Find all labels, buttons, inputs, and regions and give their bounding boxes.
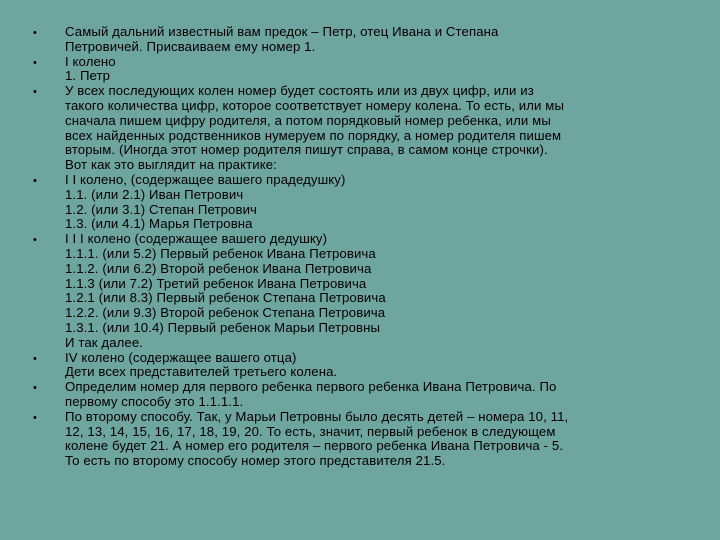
bullet-item-4 [33,173,680,232]
bullet-item-8 [33,410,680,469]
bullet-icon: • [33,234,37,247]
bullet-icon: • [33,382,37,395]
bullet-text [65,84,680,173]
text-line: 1.1.1. (или 5.2) Первый ребенок Ивана Петровича [65,245,376,261]
text-line: первому способу это 1.1.1.1. [65,393,244,409]
text-line: 1.2. (или 3.1) Степан Петрович [65,201,258,217]
text-line: Дети всех представителей третьего колена. [65,364,338,380]
bullet-text [65,351,680,381]
text-line: И так далее. [65,334,144,350]
text-line: I I I колено (содержащее вашего дедушку) [65,231,328,247]
bullet-item-1 [33,25,680,55]
text-line: 1. Петр [65,68,111,84]
bullet-item-5 [33,232,680,350]
bullet-text [65,25,680,55]
bullet-icon: • [33,174,37,187]
bullet-item-6 [33,351,680,381]
text-line: I I колено, (содержащее вашего прадедушку) [65,171,346,187]
text-line: 1.1.2. (или 6.2) Второй ребенок Ивана Петровича [65,260,372,276]
text-line: У всех последующих колен номер будет состоять или из двух цифр, или из [65,83,534,99]
text-line: такого количества цифр, которое соответствует номеру колена. То есть, или мы [65,97,565,113]
text-line: 12, 13, 14, 15, 16, 17, 18, 19, 20. То есть, значит, первый ребенок в следующем [65,423,556,439]
text-line: 1.2.2. (или 9.3) Второй ребенок Степана Петровича [65,305,386,321]
text-line: Определим номер для первого ребенка первого ребенка Ивана Петровича. По [65,379,557,395]
bullet-text [65,410,680,469]
text-line: По второму способу. Так, у Марьи Петровны было десять детей – номера 10, 11, [65,408,569,424]
bullet-text [65,173,680,232]
text-line: колене будет 21. А номер его родителя – первого ребенка Ивана Петровича - 5. [65,438,564,454]
text-line: 1.3. (или 4.1) Марья Петровна [65,216,253,232]
text-line: Самый дальний известный вам предок – Петр, отец Ивана и Степана [65,24,499,39]
text-line: Петровичей. Присваиваем ему номер 1. [65,38,316,54]
text-line: 1.3.1. (или 10.4) Первый ребенок Марьи Петровны [65,319,381,335]
text-line: 1.2.1 (или 8.3) Первый ребенок Степана Петровича [65,290,386,306]
text-line: сначала пишем цифру родителя, а потом порядковый номер ребенка, или мы [65,112,551,128]
text-line: IV колено (содержащее вашего отца) [65,349,297,365]
bullet-icon: • [33,86,37,99]
bullet-icon: • [33,27,37,39]
bullet-text [65,55,680,85]
text-line: То есть по второму способу номер этого представителя 21.5. [65,453,446,469]
bullet-text [65,380,680,410]
text-line: Вот как это выглядит на практике: [65,157,277,173]
text-line: 1.1. (или 2.1) Иван Петрович [65,186,244,202]
bullet-list [33,25,680,469]
bullet-item-7 [33,380,680,410]
bullet-text [65,232,680,350]
bullet-icon: • [33,352,37,365]
text-line: I колено [65,53,116,69]
bullet-item-3 [33,84,680,173]
text-line: всех найденных родственников нумеруем по порядку, а номер родителя пишем [65,127,562,143]
bullet-icon: • [33,411,37,424]
text-line: 1.1.3 (или 7.2) Третий ребенок Ивана Петровича [65,275,367,291]
bullet-item-2 [33,55,680,85]
text-line: вторым. (Иногда этот номер родителя пишут справа, в самом конце строчки). [65,142,548,158]
bullet-icon: • [33,56,37,69]
